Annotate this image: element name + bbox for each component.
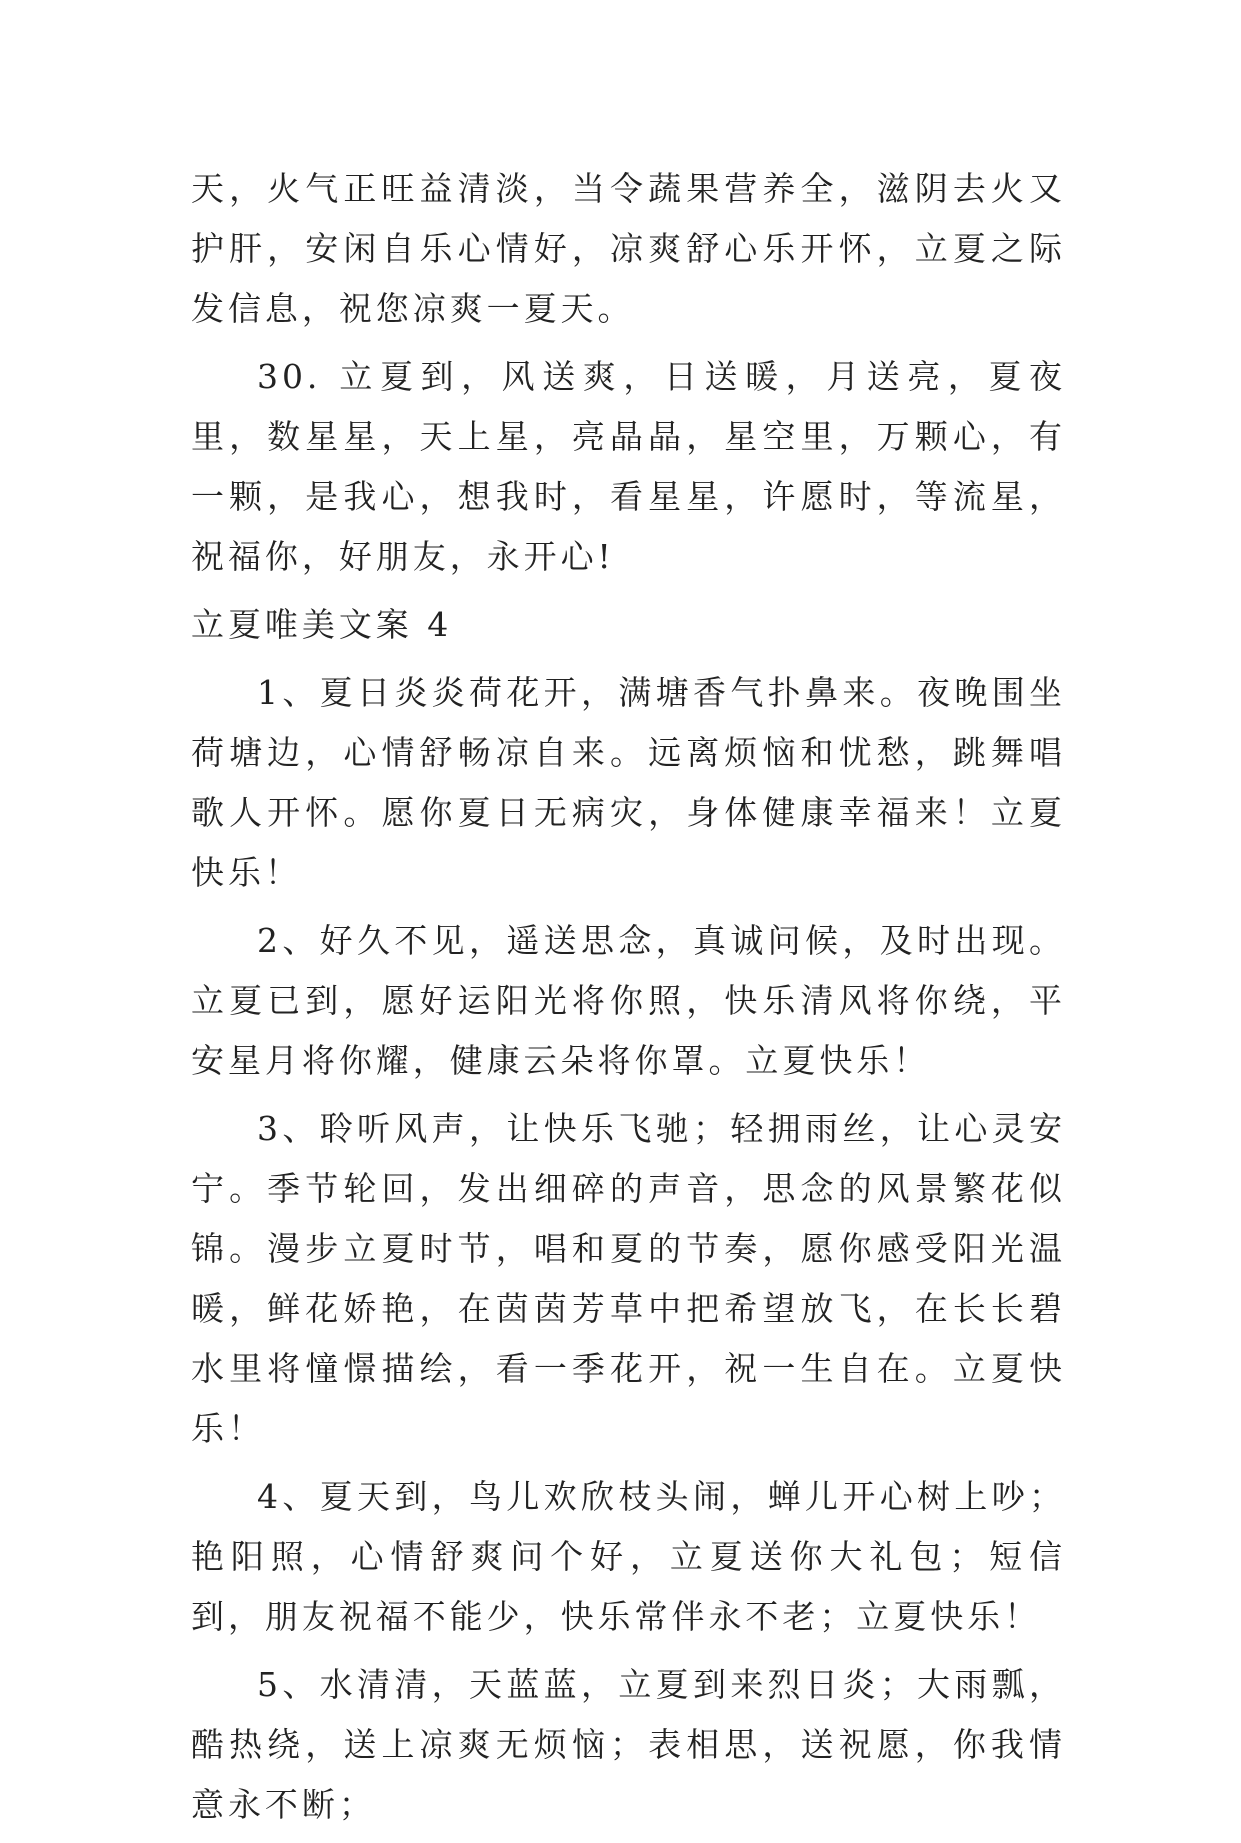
- list-item: 2、好久不见，遥送思念，真诚问候，及时出现。立夏已到，愿好运阳光将你照，快乐清风将你绕，平安星月将你耀，健康云朵将你罩。立夏快乐！: [191, 921, 1066, 1080]
- paragraph-item-30: 30. 立夏到，风送爽，日送暖，月送亮，夏夜里，数星星，天上星，亮晶晶，星空里，万颗心，有一颗，是我心，想我时，看星星，许愿时，等流星，祝福你，好朋友，永开心!: [191, 357, 1066, 576]
- list-item: 3、聆听风声，让快乐飞驰；轻拥雨丝，让心灵安宁。季节轮回，发出细碎的声音，思念的风景繁花似锦。漫步立夏时节，唱和夏的节奏，愿你感受阳光温暖，鲜花娇艳，在茵茵芳草中把希望放飞，在长长碧水里将憧憬描绘，看一季花开，祝一生自在。立夏快乐！: [191, 1109, 1066, 1448]
- document-body: [191, 159, 1066, 1843]
- list-item: 1、夏日炎炎荷花开，满塘香气扑鼻来。夜晚围坐荷塘边，心情舒畅凉自来。远离烦恼和忧愁，跳舞唱歌人开怀。愿你夏日无病灾，身体健康幸福来！立夏快乐！: [191, 673, 1066, 892]
- list-item: 5、水清清，天蓝蓝，立夏到来烈日炎；大雨瓢，酷热绕，送上凉爽无烦恼；表相思，送祝愿，你我情意永不断；: [191, 1665, 1066, 1824]
- paragraph-continued: 天，火气正旺益清淡，当令蔬果营养全，滋阴去火又护肝，安闲自乐心情好，凉爽舒心乐开怀，立夏之际发信息，祝您凉爽一夏天。: [191, 169, 1066, 328]
- section-heading: 立夏唯美文案 4: [191, 605, 453, 644]
- list-item: 4、夏天到，鸟儿欢欣枝头闹，蝉儿开心树上吵；艳阳照，心情舒爽问个好，立夏送你大礼包；短信到，朋友祝福不能少，快乐常伴永不老；立夏快乐！: [191, 1477, 1066, 1636]
